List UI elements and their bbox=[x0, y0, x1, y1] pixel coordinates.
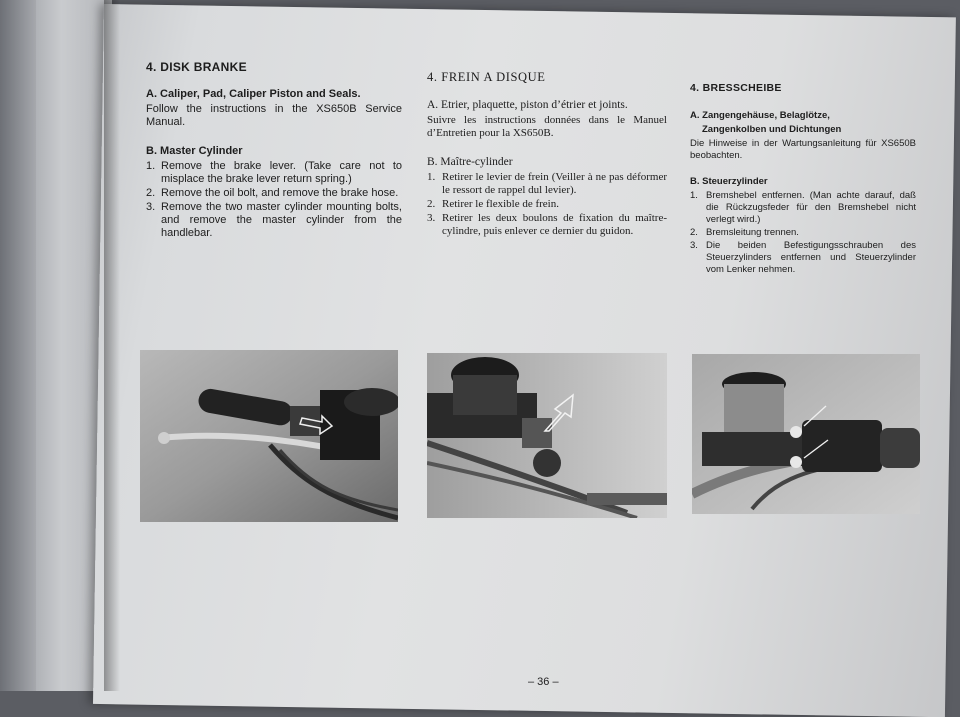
section-heading: 4. BRESSCHEIBE bbox=[690, 82, 782, 94]
list-item: 3. Remove the two master cylinder mounting bolts, and remove the master cylinder from the handlebar. bbox=[146, 201, 402, 239]
photo-oil-bolt bbox=[427, 353, 667, 518]
subsection-b-title: B. Steuerzylinder bbox=[690, 176, 768, 187]
photo-master-cylinder-bolts bbox=[692, 354, 920, 514]
list-item: 1. Retirer le levier de frein (Veiller à ne pas déformer le ressort de rappel dul levier). bbox=[427, 171, 667, 196]
subsection-a-text: Suivre les instructions données dans le Manuel d’Entretien pour la XS650B. bbox=[427, 114, 667, 139]
steps-list bbox=[146, 160, 402, 240]
subsection-b-title: B. Maître-cylinder bbox=[427, 156, 513, 168]
subsection-a-text: Follow the instructions in the XS650B Service Manual. bbox=[146, 103, 402, 128]
subsection-a-title: A. Caliper, Pad, Caliper Piston and Seals. bbox=[146, 88, 361, 100]
section-heading: 4. FREIN A DISQUE bbox=[427, 70, 546, 84]
section-heading: 4. DISK BRANKE bbox=[146, 60, 247, 74]
list-item: 1. Bremshebel entfernen. (Man achte darauf, daß die Rückzugsfeder für den Bremshebel nicht verlegt wird.) bbox=[690, 190, 916, 225]
left-page-edge bbox=[0, 0, 36, 691]
list-item: 1. Remove the brake lever. (Take care not to misplace the brake lever return spring.) bbox=[146, 160, 402, 185]
subsection-a-title: A. Zangengehäuse, Belaglötze, bbox=[690, 110, 830, 121]
subsection-a-title: A. Etrier, plaquette, piston d’étrier et joints. bbox=[427, 99, 628, 111]
steps-list bbox=[690, 190, 916, 276]
photo-brake-lever bbox=[140, 350, 398, 522]
list-item: 2. Remove the oil bolt, and remove the brake hose. bbox=[146, 187, 399, 199]
page-number: – 36 – bbox=[528, 676, 559, 688]
subsection-b-title: B. Master Cylinder bbox=[146, 145, 243, 157]
list-item: 2. Bremsleitung trennen. bbox=[690, 227, 799, 238]
column-english bbox=[146, 60, 402, 241]
list-item: 3. Die beiden Befestigungsschrauben des Steuerzylinders entfernen und Steuerzylinder vom Lenker nehmen. bbox=[690, 240, 916, 275]
subsection-a-text: Die Hinweise in der Wartungsanleitung für XS650B beobachten. bbox=[690, 138, 916, 161]
column-french bbox=[427, 70, 667, 239]
subsection-a-title-line2: Zangenkolben und Dichtungen bbox=[702, 124, 842, 135]
list-item: 3. Retirer les deux boulons de fixation du maître-cylindre, puis enlever ce dernier du guidon. bbox=[427, 212, 667, 237]
column-german bbox=[690, 82, 916, 277]
page-gutter-shadow bbox=[104, 0, 120, 691]
list-item: 2. Retirer le flexible de frein. bbox=[427, 198, 559, 210]
steps-list bbox=[427, 171, 667, 238]
